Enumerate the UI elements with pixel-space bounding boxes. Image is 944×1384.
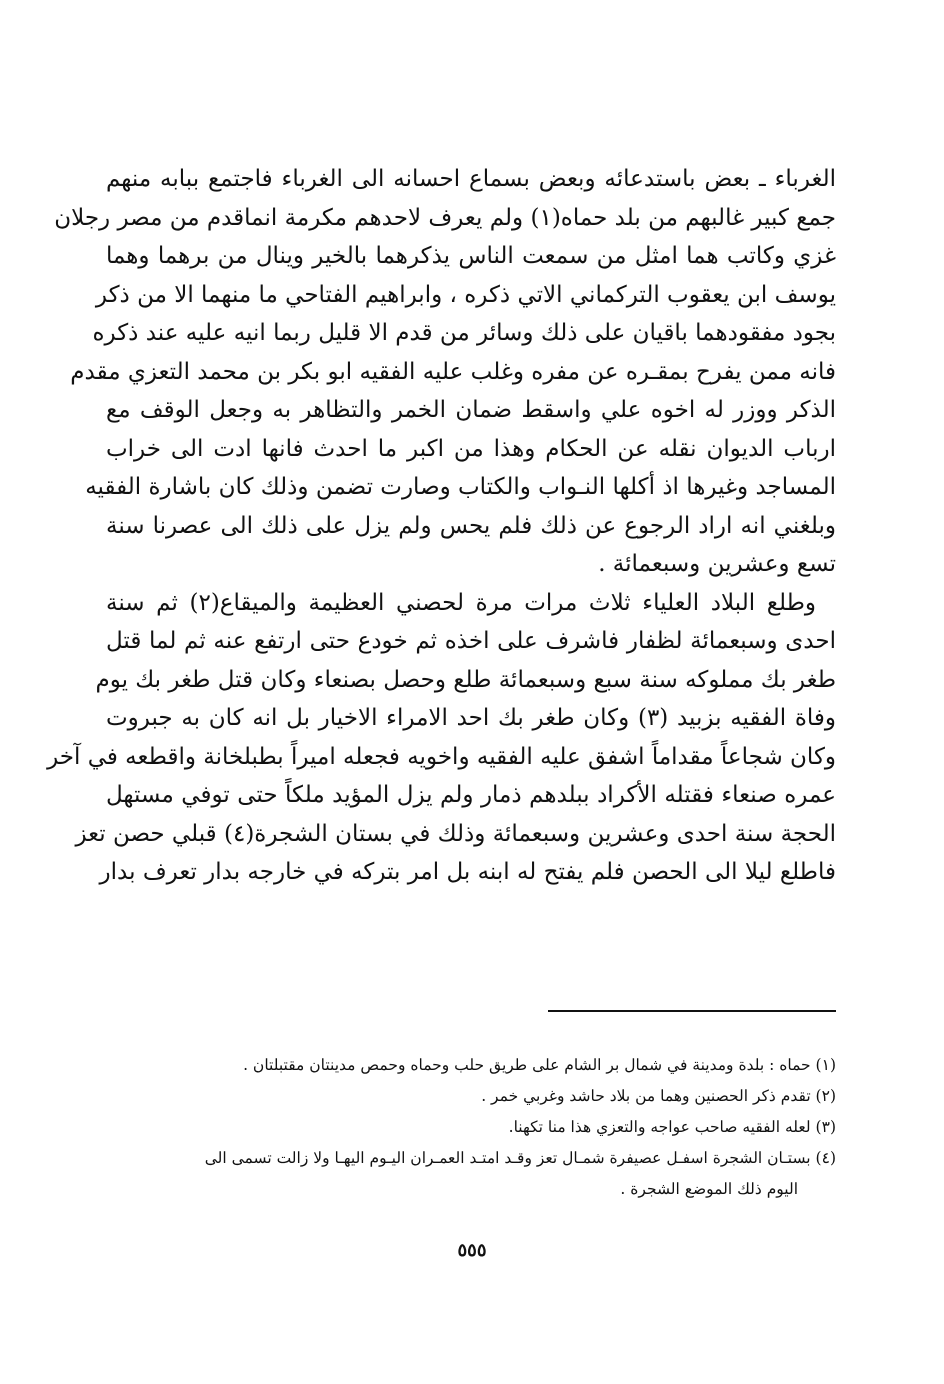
text-line: عمره صنعاء فقتله الأكراد ببلدهم ذمار ولم يزل المؤيد ملكاً حتى توفي مستهل (106, 782, 836, 808)
text-line: طغر بك مملوكه سنة سبع وسبعمائة طلع وحصل بصنعاء وكان قتل طغر بك يوم (95, 666, 836, 693)
text-line: احدى وسبعمائة لظفار فاشرف على اخذه ثم خودع حتى ارتفع عنه ثم لما قتل (106, 628, 836, 654)
paragraph-2 (47, 584, 837, 892)
page-number: ٥٥٥ (457, 1240, 487, 1261)
footnote-separator (548, 1010, 836, 1012)
text-line: تسع وعشرين وسبعمائة . (598, 551, 836, 577)
footnote-2: (٢) تقدم ذكر الحصنين وهما من بلاد حاشد وغربي خمر . (481, 1087, 836, 1105)
text-line: فاطلع ليلا الى الحصن فلم يفتح له ابنه بل امر بتركه في خارجه بدار تعرف بدار (99, 859, 836, 885)
text-line: الحجة سنة احدى وعشرين وسبعمائة وذلك في بستان الشجرة(٤) قبلي حصن تعز (75, 820, 836, 847)
text-line: وفاة الفقيه بزبيد (٣) وكان طغر بك احد الامراء الاخيار بل انه كان به جبروت (106, 705, 837, 731)
text-line: جمع كبير غالبهم من بلد حماه(١) ولم يعرف لاحدهم مكرمة انماقدم من مصر رجلان (54, 204, 836, 231)
text-line: ارباب الديوان نقله عن الحكام وهذا من اكبر ما احدث فانها ادت الى خراب (106, 435, 836, 462)
text-line: المساجد وغيرها اذ أكلها النـواب والكتاب وصارت تضمن وذلك كان باشارة الفقيه (85, 474, 836, 500)
footnote-1: (١) حماه : بلدة ومدينة في شمال بر الشام على طريق حلب وحماه وحمص مدينتان مقتبلتان . (243, 1056, 836, 1074)
text-line: غزي وكاتب هما امثل من سمعت الناس يذكرهما بالخير وينال من برهما وهما (106, 243, 836, 269)
text-line: الغرباء ـ بعض باستدعائه وبعض بسماع احسانه الى الغرباء فاجتمع ببابه منهم (106, 166, 836, 192)
footnote-4-continuation: اليوم ذلك الموضع الشجرة . (620, 1180, 798, 1198)
footnote-3: (٣) لعله الفقيه صاحب عواجه والتعزي هذا منا تكهنا. (508, 1118, 836, 1136)
paragraph-1 (54, 160, 836, 584)
text-line: وبلغني انه اراد الرجوع عن ذلك فلم يحس ولم يزل على ذلك الى عصرنا سنة (106, 512, 836, 539)
text-line: وطلع البلاد العلياء ثلاث مرات مرة لحصني العظيمة والميقاع(٢) ثم سنة (106, 589, 816, 616)
footnote-4: (٤) بستـان الشجرة اسفـل عصيفرة شمـال تعز وقـد امتـد العمـران اليـوم اليهـا ولا زالت تسمى الى (204, 1149, 836, 1167)
footnotes (106, 1050, 836, 1205)
text-line: وكان شجاعاً مقداماً اشفق عليه الفقيه واخويه فجعله اميراً بطبلخانة واقطعه في آخر (47, 743, 836, 770)
text-line: الذكر ووزر له اخوه علي واسقط ضمان الخمر والتظاهر به وجعل الوقف مع (106, 397, 836, 423)
main-text (47, 160, 837, 892)
text-line: يوسف ابن يعقوب التركماني الاتي ذكره ، وابراهيم الفتاحي ما منهما الا من ذكر (95, 281, 836, 308)
text-line: فانه ممن يفرح بمقـره عن مفره وغلب عليه الفقيه ابو بكر بن محمد التعزي مقدم (70, 358, 836, 385)
text-line: بجود مفقودهما باقيان على ذلك وسائر من قدم الا قليل ربما انيه عليه عند ذكره (92, 320, 836, 346)
